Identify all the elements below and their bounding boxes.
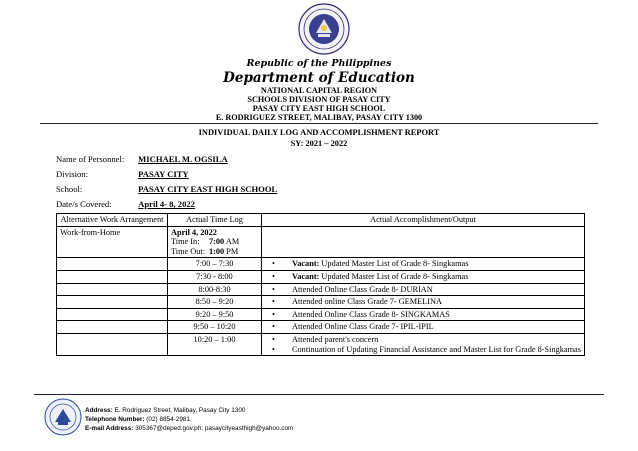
accomplishment-item	[265, 285, 581, 295]
arrangement-empty-cell	[57, 308, 168, 321]
time-range-cell: 8:50 – 9:20	[168, 296, 262, 309]
footer-divider	[34, 394, 604, 395]
log-date: April 4, 2022	[171, 227, 217, 237]
time-range-cell: 9:20 – 9:50	[168, 308, 262, 321]
time-out-value: 1:00	[209, 246, 225, 256]
item-text: Updated Master List of Grade 8- Singkamas	[319, 271, 469, 281]
time-range-cell: 7:00 – 7:30	[168, 258, 262, 271]
division-label: Division:	[56, 169, 88, 179]
table-row	[57, 321, 585, 334]
time-out-row	[171, 247, 258, 257]
footer-address-value: E. Rodriguez Street, Malibay, Pasay City 1300	[112, 407, 246, 414]
school-row	[56, 184, 277, 194]
accomplishment-item	[265, 310, 581, 320]
summary-empty-cell	[262, 226, 585, 258]
table-header-row	[57, 214, 585, 227]
footer-phone	[85, 415, 190, 424]
item-text: Continuation of Updating Financial Assistance and Master List for Grade 8-Singkamas	[292, 344, 581, 354]
report-title: INDIVIDUAL DAILY LOG AND ACCOMPLISHMENT REPORT	[198, 128, 440, 137]
log-rows	[57, 258, 585, 356]
accomplishment-cell	[262, 270, 585, 283]
time-range-cell: 7:30 - 8:00	[168, 270, 262, 283]
time-out-ampm: PM	[226, 246, 239, 256]
item-bold-prefix: Vacant:	[292, 271, 320, 281]
daily-log-table	[56, 213, 585, 356]
school-line: PASAY CITY EAST HIGH SCHOOL	[252, 104, 386, 113]
time-in-row	[171, 237, 258, 247]
table-row	[57, 270, 585, 283]
table-row	[57, 283, 585, 296]
arrangement-empty-cell	[57, 270, 168, 283]
footer-phone-label: Telephone Number:	[85, 416, 145, 423]
time-range-cell: 9:50 – 10:20	[168, 321, 262, 334]
table-row	[57, 296, 585, 309]
dates-row	[56, 199, 195, 209]
footer-address-label: Address:	[85, 407, 113, 414]
accomplishment-cell	[262, 321, 585, 334]
dates-label: Date/s Covered:	[56, 199, 112, 209]
header-divider	[40, 123, 598, 124]
arrangement-empty-cell	[57, 333, 168, 355]
time-in-label: Time In:	[171, 237, 200, 247]
region-line: NATIONAL CAPITAL REGION	[260, 86, 378, 95]
table-row	[57, 333, 585, 355]
personnel-row	[56, 154, 228, 164]
accomplishment-item	[265, 335, 581, 345]
item-text: Attended online Class Grade 7- GEMELINA	[292, 297, 443, 307]
arrangement-empty-cell	[57, 296, 168, 309]
department-name: Department of Education	[223, 70, 415, 86]
table-row	[57, 226, 585, 258]
arrangement-empty-cell	[57, 321, 168, 334]
arrangement-empty-cell	[57, 283, 168, 296]
footer-address	[85, 406, 245, 415]
item-text: Updated Master List of Grade 8- Singkamas	[319, 259, 469, 269]
footer-email-label: E-mail Address:	[85, 425, 134, 432]
header-time-log: Actual Time Log	[168, 214, 262, 227]
dates-value: April 4- 8, 2022	[138, 199, 195, 209]
school-value: PASAY CITY EAST HIGH SCHOOL	[138, 184, 278, 194]
school-seal-logo	[44, 398, 82, 436]
time-in-ampm: AM	[225, 237, 240, 247]
school-label: School:	[56, 184, 83, 194]
personnel-label: Name of Personnel:	[56, 154, 125, 164]
footer-email-value: 305367@deped.gov.ph; pasaycityeasthigh@yahoo.com	[133, 425, 294, 432]
deped-seal-logo	[298, 3, 350, 55]
time-range-cell: 8:00-8:30	[168, 283, 262, 296]
header-arrangement: Alternative Work Arrangement	[57, 214, 168, 227]
time-in-value: 7:00	[209, 237, 225, 247]
republic-line: Republic of the Philippines	[246, 58, 392, 69]
accomplishment-item	[265, 345, 581, 355]
accomplishment-cell	[262, 333, 585, 355]
accomplishment-cell	[262, 308, 585, 321]
arrangement-empty-cell	[57, 258, 168, 271]
table-row	[57, 308, 585, 321]
footer-phone-value: (02) 8854-2981	[144, 416, 191, 423]
accomplishment-cell	[262, 258, 585, 271]
division-row	[56, 169, 189, 179]
item-text: Attended Online Class Grade 8- DURIAN	[292, 284, 433, 294]
time-range-cell: 10:20 – 1:00	[168, 333, 262, 355]
item-bold-prefix: Vacant:	[292, 259, 320, 269]
division-value: PASAY CITY	[138, 169, 189, 179]
accomplishment-item	[265, 272, 581, 282]
division-line: SCHOOLS DIVISION OF PASAY CITY	[247, 95, 391, 104]
table-row	[57, 258, 585, 271]
time-out-label: Time Out:	[171, 246, 206, 256]
accomplishment-item	[265, 297, 581, 307]
item-text: Attended Online Class Grade 7- IPIL-IPIL	[292, 322, 434, 332]
item-text: Attended parent's concern	[292, 334, 379, 344]
time-summary-cell	[168, 226, 262, 258]
item-text: Attended Online Class Grade 8- SINGKAMAS	[292, 309, 450, 319]
address-line: E. RODRIGUEZ STREET, MALIBAY, PASAY CITY 1300	[215, 113, 423, 122]
accomplishment-item	[265, 322, 581, 332]
accomplishment-item	[265, 259, 581, 269]
school-year: SY: 2021 – 2022	[290, 139, 348, 148]
footer-email	[85, 424, 293, 433]
accomplishment-cell	[262, 283, 585, 296]
arrangement-cell: Work-from-Home	[57, 226, 168, 258]
header-accomplishment: Actual Accomplishment/Output	[262, 214, 585, 227]
personnel-value: MICHAEL M. OGSILA	[138, 154, 228, 164]
accomplishment-cell	[262, 296, 585, 309]
